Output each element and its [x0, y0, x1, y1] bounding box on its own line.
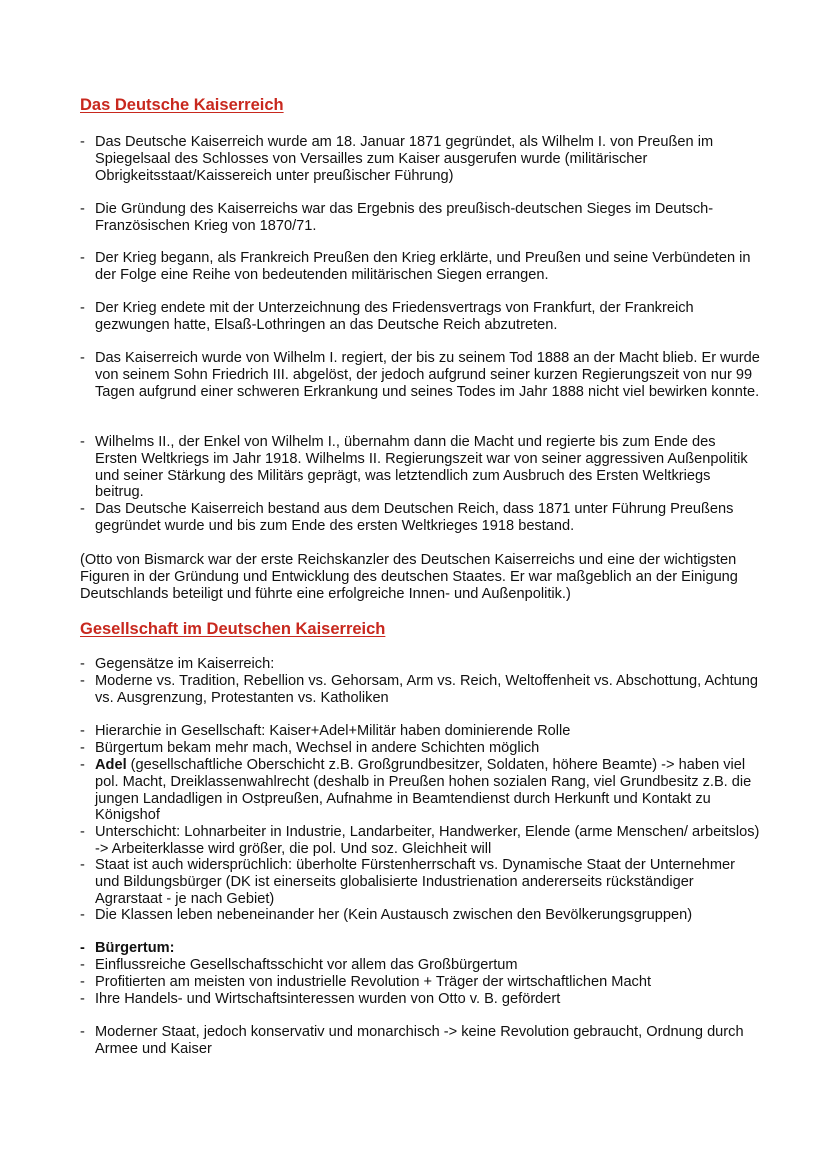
- bullet-dash: -: [80, 501, 85, 517]
- list-item-text: [95, 940, 760, 957]
- list-item-text: Moderner Staat, jedoch konservativ und monarchisch -> keine Revolution gebraucht, Ordnung durch Armee und Kaiser: [95, 1024, 744, 1057]
- list-item-text: Die Klassen leben nebeneinander her (Kein Austausch zwischen den Bevölkerungsgruppen): [95, 907, 693, 923]
- heading-kaiserreich: Das Deutsche Kaiserreich: [80, 96, 284, 114]
- list-item-text: Hierarchie in Gesellschaft: Kaiser+Adel+Militär haben dominierende Rolle: [95, 723, 571, 739]
- bullet-dash: -: [80, 740, 85, 756]
- list-item-text: Unterschicht: Lohnarbeiter in Industrie, Landarbeiter, Handwerker, Elende (arme Menschen/ arbeitslos) -> Arbeiterklasse wird größer, die pol. Und soz. Gleichheit will: [95, 824, 760, 857]
- list-item-text: Das Deutsche Kaiserreich wurde am 18. Januar 1871 gegründet, als Wilhelm I. von Preußen im Spiegelsaal des Schlosses von Versailles zum Kaiser ausgerufen wurde (militärischer Obrigkeitsstaat/Kaissereich unter preußischer Führung): [95, 134, 714, 184]
- list-item-text: Die Gründung des Kaiserreichs war das Ergebnis des preußisch-deutschen Sieges im Deutsch-Französischen Krieg von 1870/71.: [95, 201, 714, 234]
- list-item: [80, 824, 760, 858]
- bullet-dash: -: [80, 757, 85, 773]
- list-item: [80, 974, 760, 991]
- bullet-dash: -: [80, 434, 85, 450]
- bullet-dash: -: [80, 656, 85, 672]
- bullet-dash: -: [80, 857, 85, 873]
- bullet-dash: -: [80, 134, 85, 150]
- buergertum-label: Bürgertum:: [95, 940, 175, 956]
- list-item-text: Der Krieg endete mit der Unterzeichnung des Friedensvertrags von Frankfurt, der Frankreich gezwungen hatte, Elsaß-Lothringen an das Deutsche Reich abzutreten.: [95, 300, 694, 333]
- list-item: [80, 673, 760, 707]
- list-item: [80, 201, 760, 235]
- list-item-text: Bürgertum bekam mehr mach, Wechsel in andere Schichten möglich: [95, 740, 540, 756]
- list-item: [80, 250, 760, 284]
- list-item-adel: [80, 757, 760, 824]
- bullet-dash: -: [80, 201, 85, 217]
- bullet-dash: -: [80, 250, 85, 266]
- bullet-dash: -: [80, 940, 85, 956]
- adel-text: (gesellschaftliche Oberschicht z.B. Großgrundbesitzer, Soldaten, höhere Beamte) -> haben viel pol. Macht, Dreiklassenwahlrecht (deshalb in Preußen hohen sozialen Rang, viel Grundbesitz z.B. die jungen Landadligen in Ostpreußen, Aufnahme in Beamtendienst durch Herkunft und Kontakt zu Königshof: [95, 757, 752, 824]
- bullet-dash: -: [80, 957, 85, 973]
- list-item-text: Profitierten am meisten von industrielle Revolution + Träger der wirtschaftlichen Macht: [95, 974, 652, 990]
- adel-label: Adel: [95, 757, 127, 773]
- list-item-buergertum-heading: [80, 940, 760, 957]
- bullet-dash: -: [80, 350, 85, 366]
- list-item-text: Gegensätze im Kaiserreich:: [95, 656, 275, 672]
- bullet-dash: -: [80, 824, 85, 840]
- list-item: [80, 991, 760, 1008]
- list-item-text: Einflussreiche Gesellschaftsschicht vor allem das Großbürgertum: [95, 957, 518, 973]
- list-item: [80, 350, 760, 400]
- list-item-text: Moderne vs. Tradition, Rebellion vs. Gehorsam, Arm vs. Reich, Weltoffenheit vs. Abschottung, Achtung vs. Ausgrenzung, Protestanten vs. Katholiken: [95, 673, 758, 706]
- list-item-text: Wilhelms II., der Enkel von Wilhelm I., übernahm dann die Macht und regierte bis zum Ende des Ersten Weltkriegs im Jahr 1918. Wilhelms II. Regierungszeit war von seiner aggressiven Außenpolitik und seiner Stärkung des Militärs geprägt, was letztendlich zum Ausbruch des Ersten Weltkriegs beitrug.: [95, 434, 748, 501]
- list-item: [80, 957, 760, 974]
- heading-gesellschaft: Gesellschaft im Deutschen Kaiserreich: [80, 620, 386, 638]
- list-item: [80, 907, 760, 924]
- list-item: [80, 501, 760, 535]
- bullet-dash: -: [80, 300, 85, 316]
- list-item-text: Der Krieg begann, als Frankreich Preußen den Krieg erklärte, und Preußen und seine Verbündeten in der Folge eine Reihe von bedeutenden militärischen Siegen errangen.: [95, 250, 751, 283]
- bullet-dash: -: [80, 673, 85, 689]
- bullet-dash: -: [80, 1024, 85, 1040]
- list-item: [80, 857, 760, 907]
- list-item-text: Das Kaiserreich wurde von Wilhelm I. regiert, der bis zu seinem Tod 1888 an der Macht blieb. Er wurde von seinem Sohn Friedrich III. abgelöst, der jedoch aufgrund seiner kurzen Regierungszeit von nur 99 Tagen aufgrund einer schweren Erkrankung und seines Todes im Jahr 1888 nicht viel bewirken konnte.: [95, 350, 760, 400]
- list-item: [80, 1024, 760, 1058]
- list-item: [80, 134, 760, 184]
- bullet-dash: -: [80, 907, 85, 923]
- list-item-text: Ihre Handels- und Wirtschaftsinteressen wurden von Otto v. B. gefördert: [95, 991, 561, 1007]
- list-item: [80, 740, 760, 757]
- list-item-text: Staat ist auch widersprüchlich: überholte Fürstenherrschaft vs. Dynamische Staat der Unternehmer und Bildungsbürger (DK ist einerseits globalisierte Industrienation andererseits rückständiger Agrarstaat - je nach Gebiet): [95, 857, 735, 907]
- list-item: [80, 300, 760, 334]
- bullet-dash: -: [80, 991, 85, 1007]
- list-item: [80, 434, 760, 501]
- list-item: [80, 723, 760, 740]
- list-item-text: Das Deutsche Kaiserreich bestand aus dem Deutschen Reich, dass 1871 unter Führung Preußens gegründet wurde und bis zum Ende des ersten Weltkrieges 1918 bestand.: [95, 501, 734, 534]
- bullet-dash: -: [80, 974, 85, 990]
- bismarck-note: (Otto von Bismarck war der erste Reichskanzler des Deutschen Kaiserreichs und eine der wichtigsten Figuren in der Gründung und Entwicklung des deutschen Staates. Er war maßgeblich an der Einigung Deutschlands beteiligt und führte eine erfolgreiche Innen- und Außenpolitik.): [80, 552, 738, 602]
- list-item-text: [95, 757, 760, 824]
- bullet-dash: -: [80, 723, 85, 739]
- list-item: [80, 656, 760, 673]
